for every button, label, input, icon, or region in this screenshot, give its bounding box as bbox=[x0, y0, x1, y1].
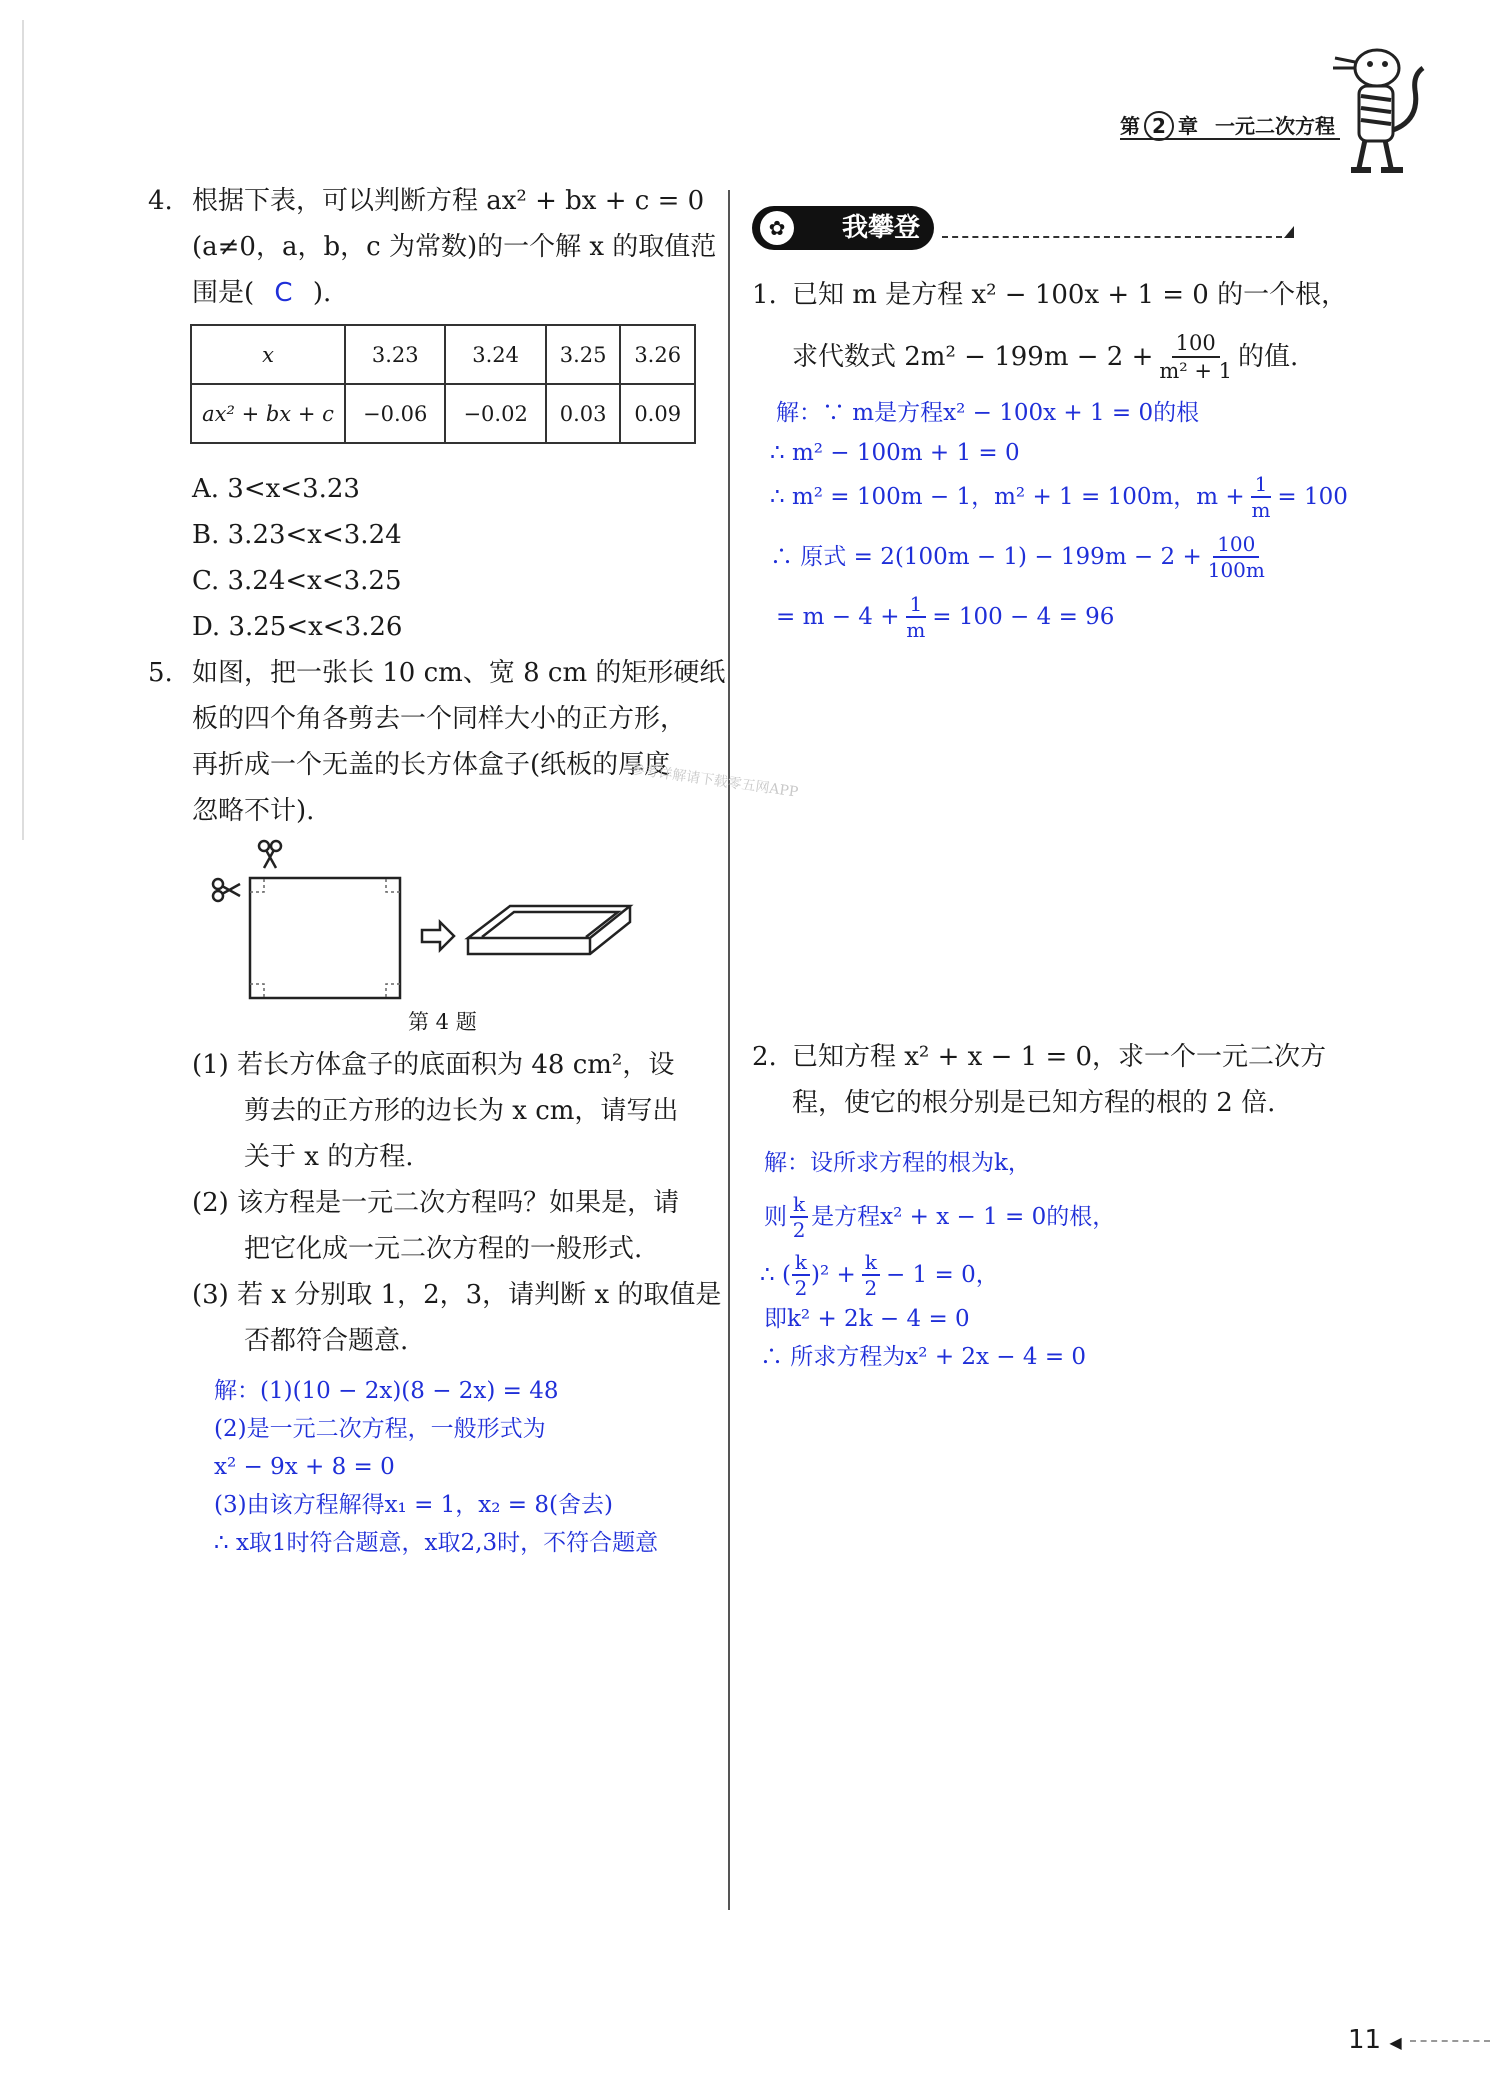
c1-sol-4-pre: ∴ 原式 = 2(100m − 1) − 199m − 2 + bbox=[770, 544, 1202, 570]
q5-solution-line-2: (2)是一元二次方程，一般形式为 bbox=[214, 1416, 546, 1442]
q5-figure bbox=[210, 838, 680, 1008]
page-margin-line bbox=[22, 20, 24, 840]
c1-sol-4-fraction bbox=[1208, 532, 1265, 582]
table-row bbox=[191, 384, 695, 443]
climb-badge bbox=[752, 206, 934, 250]
c1-solution-line-4 bbox=[770, 532, 1271, 582]
q5-solution-line-1: 解：(1)(10 − 2x)(8 − 2x) = 48 bbox=[214, 1378, 559, 1404]
table-cell: 0.03 bbox=[546, 384, 621, 443]
q4-data-table bbox=[190, 324, 696, 444]
c1-sol-3-den: m bbox=[1251, 498, 1271, 522]
c2-sol-3-post: − 1 = 0， bbox=[885, 1262, 999, 1288]
c1-sol-3-fraction bbox=[1251, 472, 1272, 522]
column-divider bbox=[728, 190, 730, 1910]
c1-number: 1. bbox=[752, 280, 777, 310]
c1-fraction bbox=[1159, 330, 1232, 384]
climb-label: 我攀登 bbox=[841, 213, 920, 243]
c2-sol-2-pre: 则 bbox=[764, 1204, 787, 1230]
q4-answer: C bbox=[274, 278, 293, 308]
q4-option-d: D. 3.25<x<3.26 bbox=[192, 612, 403, 642]
q5-part-1-line-3: 关于 x 的方程. bbox=[244, 1142, 414, 1172]
table-cell: 3.24 bbox=[445, 325, 545, 384]
c2-sol-3-den-a: 2 bbox=[794, 1276, 808, 1300]
q5-line-2: 板的四个角各剪去一个同样大小的正方形， bbox=[192, 704, 687, 734]
c2-sol-2-num: k bbox=[790, 1192, 808, 1218]
c2-solution-line-4: 即k² + 2k − 4 = 0 bbox=[764, 1306, 970, 1332]
table-cell: 3.26 bbox=[620, 325, 695, 384]
c1-line-2-pre: 求代数式 2m² − 199m − 2 + bbox=[792, 342, 1154, 372]
q5-solution-line-5: ∴ x取1时符合题意，x取2,3时，不符合题意 bbox=[214, 1530, 659, 1556]
table-cell: ax² + bx + c bbox=[191, 384, 345, 443]
q5-part-2-line-2: 把它化成一元二次方程的一般形式. bbox=[244, 1234, 643, 1264]
c2-sol-3-num-a: k bbox=[792, 1250, 810, 1276]
c1-line-2-post: 的值. bbox=[1238, 342, 1299, 372]
c2-line-2: 程，使它的根分别是已知方程的根的 2 倍. bbox=[792, 1088, 1276, 1118]
c1-sol-3-post: = 100 bbox=[1277, 484, 1348, 510]
c1-sol-5-post: = 100 − 4 = 96 bbox=[932, 604, 1115, 630]
footer-dashed-line bbox=[1410, 2040, 1490, 2042]
c2-sol-3-fraction-a bbox=[792, 1250, 810, 1300]
c2-sol-3-pre: ∴ ( bbox=[760, 1262, 791, 1288]
q5-line-4: 忽略不计). bbox=[192, 796, 315, 826]
chapter-title: 一元二次方程 bbox=[1214, 114, 1335, 138]
c2-solution-line-2 bbox=[764, 1192, 1115, 1242]
watermark: 参考详解请下载零五网APP bbox=[629, 761, 800, 801]
c1-sol-4-den: 100m bbox=[1207, 558, 1265, 582]
arrow-right-icon bbox=[422, 922, 454, 950]
q5-solution-line-4: (3)由该方程解得x₁ = 1，x₂ = 8(舍去) bbox=[214, 1492, 613, 1518]
c1-solution-line-1: 解：∵ m是方程x² − 100x + 1 = 0的根 bbox=[776, 400, 1200, 426]
c1-solution-line-5 bbox=[776, 592, 1114, 642]
c1-solution-line-2: ∴ m² − 100m + 1 = 0 bbox=[770, 440, 1020, 466]
c2-sol-3-mid: )² + bbox=[811, 1262, 856, 1288]
q4-option-a: A. 3<x<3.23 bbox=[192, 474, 360, 504]
q5-figure-caption: 第 4 题 bbox=[408, 1010, 477, 1034]
scissors-icon bbox=[213, 841, 281, 901]
tiger-mascot-icon bbox=[1315, 40, 1430, 180]
pointer-arrow-icon: ◀ bbox=[1389, 2033, 1402, 2052]
c1-sol-4-num: 100 bbox=[1213, 532, 1259, 558]
q4-option-c: C. 3.24<x<3.25 bbox=[192, 566, 402, 596]
q5-line-3: 再折成一个无盖的长方体盒子(纸板的厚度 bbox=[192, 750, 671, 780]
c2-number: 2. bbox=[752, 1042, 777, 1072]
c1-line-2 bbox=[792, 330, 1298, 384]
q5-number: 5. bbox=[148, 658, 173, 688]
chapter-prefix: 第 bbox=[1120, 114, 1140, 138]
c1-solution-line-3 bbox=[770, 472, 1348, 522]
chapter-header bbox=[1120, 110, 1335, 141]
cardboard-rect bbox=[250, 878, 400, 998]
chapter-number: 2 bbox=[1144, 111, 1174, 141]
c2-solution-line-3 bbox=[760, 1250, 999, 1300]
c1-line-1: 已知 m 是方程 x² − 100x + 1 = 0 的一个根， bbox=[792, 280, 1348, 310]
c1-sol-5-num: 1 bbox=[906, 592, 927, 618]
table-row bbox=[191, 325, 695, 384]
page-number-value: 11 bbox=[1348, 2025, 1382, 2055]
table-cell: 3.23 bbox=[345, 325, 445, 384]
q5-part-2-line-1: (2) 该方程是一元二次方程吗？如果是，请 bbox=[192, 1188, 680, 1218]
c1-fraction-num: 100 bbox=[1172, 330, 1220, 358]
q4-line-3-pre: 围是( bbox=[192, 278, 255, 308]
climb-dashed-line bbox=[942, 236, 1282, 238]
q4-line-3 bbox=[192, 270, 331, 316]
table-cell: x bbox=[191, 325, 345, 384]
climb-section-header bbox=[752, 206, 1292, 250]
c2-sol-2-fraction bbox=[790, 1192, 808, 1242]
c2-sol-3-num-b: k bbox=[862, 1250, 880, 1276]
c2-sol-2-post: 是方程x² + x − 1 = 0的根， bbox=[811, 1204, 1116, 1230]
q4-option-b: B. 3.23<x<3.24 bbox=[192, 520, 402, 550]
c2-line-1: 已知方程 x² + x − 1 = 0，求一个一元二次方 bbox=[792, 1042, 1327, 1072]
q5-part-1-line-2: 剪去的正方形的边长为 x cm，请写出 bbox=[244, 1096, 679, 1126]
q4-line-3-post: ). bbox=[312, 278, 332, 308]
table-cell: 0.09 bbox=[620, 384, 695, 443]
c1-sol-3-num: 1 bbox=[1251, 472, 1272, 498]
c1-sol-5-pre: = m − 4 + bbox=[776, 604, 900, 630]
c2-sol-3-fraction-b bbox=[862, 1250, 880, 1300]
c1-sol-3-pre: ∴ m² = 100m − 1，m² + 1 = 100m，m + bbox=[770, 484, 1245, 510]
q5-part-3-line-2: 否都符合题意. bbox=[244, 1326, 409, 1356]
q5-part-3-line-1: (3) 若 x 分别取 1，2，3，请判断 x 的取值是 bbox=[192, 1280, 722, 1310]
c2-solution-line-1: 解：设所求方程的根为k， bbox=[764, 1150, 1031, 1176]
c2-sol-3-den-b: 2 bbox=[864, 1276, 878, 1300]
q5-line-1: 如图，把一张长 10 cm、宽 8 cm 的矩形硬纸 bbox=[192, 658, 726, 688]
q4-line-2: (a≠0，a，b，c 为常数)的一个解 x 的取值范 bbox=[192, 232, 717, 262]
table-cell: −0.06 bbox=[345, 384, 445, 443]
c1-sol-5-den: m bbox=[906, 618, 926, 642]
leaf-icon: ✿ bbox=[760, 211, 794, 245]
q4-number: 4. bbox=[148, 186, 173, 216]
triangle-icon bbox=[1284, 226, 1294, 238]
q4-line-1: 根据下表，可以判断方程 ax² + bx + c = 0 bbox=[192, 186, 705, 216]
chapter-suffix: 章 bbox=[1178, 114, 1198, 138]
table-cell: 3.25 bbox=[546, 325, 621, 384]
open-box-drawing bbox=[468, 906, 630, 954]
table-cell: −0.02 bbox=[445, 384, 545, 443]
c2-solution-line-5: ∴ 所求方程为x² + 2x − 4 = 0 bbox=[760, 1344, 1087, 1370]
c2-sol-2-den: 2 bbox=[792, 1218, 806, 1242]
page-number bbox=[1348, 2025, 1490, 2055]
header-underline bbox=[1120, 138, 1340, 140]
q5-solution-line-3: x² − 9x + 8 = 0 bbox=[214, 1454, 395, 1480]
c1-fraction-den: m² + 1 bbox=[1159, 359, 1233, 383]
c1-sol-5-fraction bbox=[906, 592, 927, 642]
q5-part-1-line-1: (1) 若长方体盒子的底面积为 48 cm²，设 bbox=[192, 1050, 675, 1080]
